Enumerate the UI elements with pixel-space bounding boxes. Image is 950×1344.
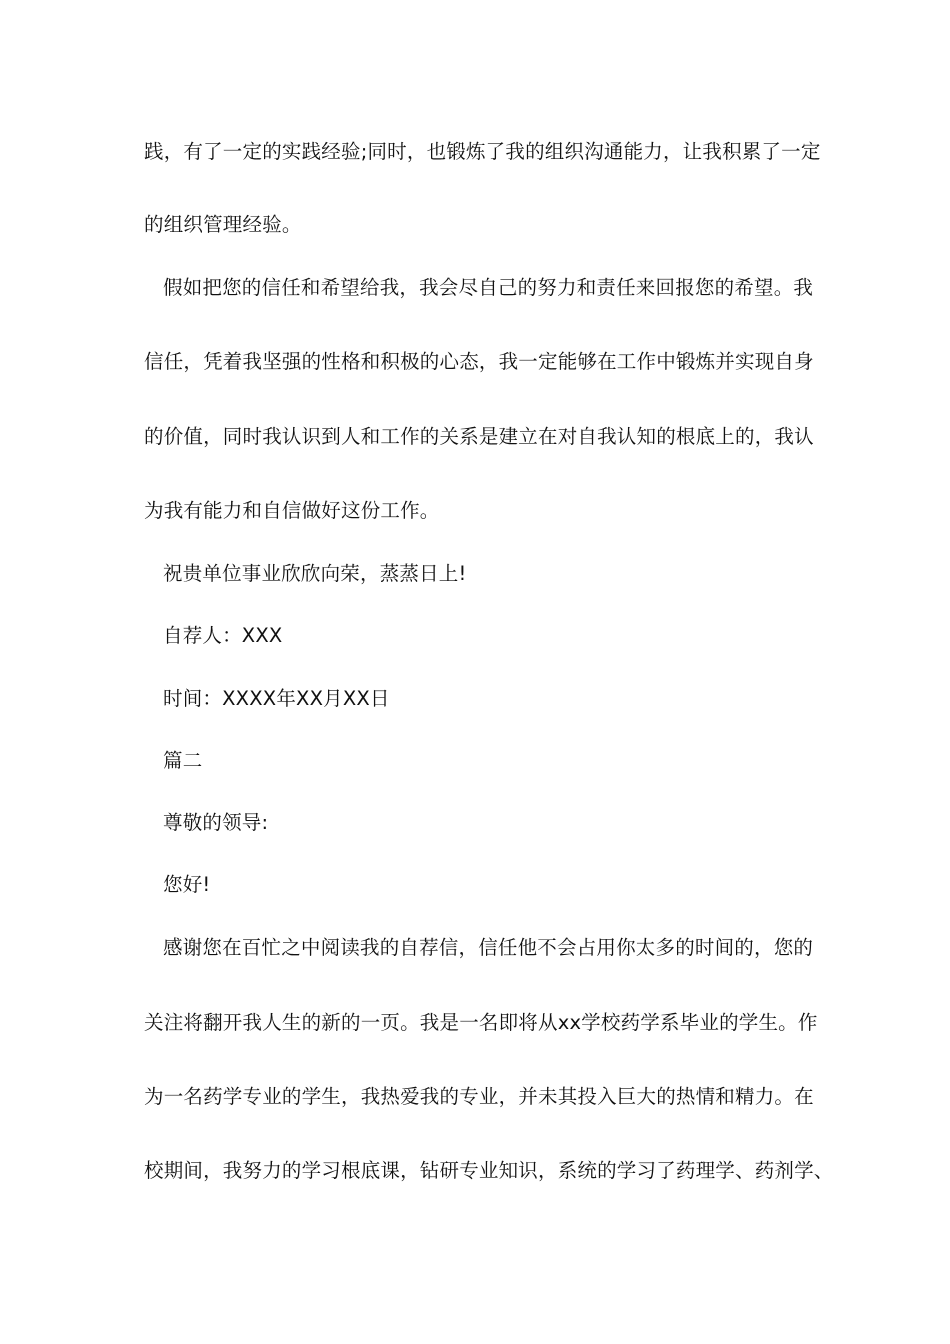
paragraph-line: 假如把您的信任和希望给我，我会尽自己的努力和责任来回报您的希望。我 [163, 276, 814, 299]
paragraph-line: 校期间，我努力的学习根底课，钻研专业知识，系统的学习了药理学、药剂学、 [144, 1159, 834, 1182]
paragraph-line: 的组织管理经验。 [144, 213, 302, 236]
paragraph-line: 为我有能力和自信做好这份工作。 [144, 499, 440, 522]
signature-line: 自荐人：XXX [163, 624, 283, 647]
paragraph-line: 感谢您在百忙之中阅读我的自荐信，信任他不会占用你太多的时间的，您的 [163, 936, 814, 959]
paragraph-line: 的价值，同时我认识到人和工作的关系是建立在对自我认知的根底上的，我认 [144, 425, 814, 448]
greeting: 您好! [163, 873, 211, 896]
salutation: 尊敬的领导: [163, 811, 269, 834]
closing-wish: 祝贵单位事业欣欣向荣，蒸蒸日上! [163, 562, 467, 585]
section-heading: 篇二 [163, 749, 203, 772]
paragraph-line: 信任，凭着我坚强的性格和积极的心态，我一定能够在工作中锻炼并实现自身 [144, 350, 814, 373]
date-line: 时间：XXXX年XX月XX日 [163, 687, 390, 710]
paragraph-line: 为一名药学专业的学生，我热爱我的专业，并未其投入巨大的热情和精力。在 [144, 1085, 814, 1108]
paragraph-line: 关注将翻开我人生的新的一页。我是一名即将从xx学校药学系毕业的学生。作 [144, 1011, 818, 1034]
paragraph-line: 践，有了一定的实践经验;同时，也锻炼了我的组织沟通能力，让我积累了一定 [144, 140, 821, 163]
